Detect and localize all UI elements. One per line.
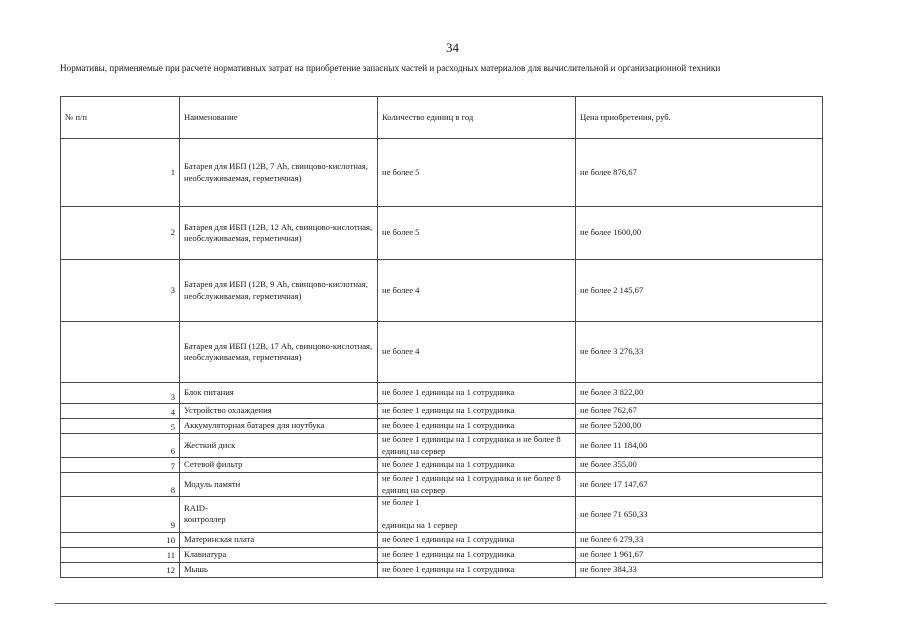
header-price: Цена приобретения, руб. xyxy=(576,97,823,139)
cell-price: не более 3 822,00 xyxy=(576,383,823,404)
header-name: Наименование xyxy=(180,97,378,139)
header-qty: Количество единиц в год xyxy=(378,97,576,139)
table-row xyxy=(61,207,823,260)
cell-qty: не более 4 xyxy=(378,260,576,322)
cell-name: RAID- контроллер xyxy=(180,497,378,533)
cell-price: не более 876,67 xyxy=(576,139,823,207)
cell-name: Батарея для ИБП (12В, 12 Ah, свинцово-кислотная, необслуживаемая, герметичная) xyxy=(180,207,378,260)
cell-num: 1 xyxy=(61,139,180,207)
cell-qty: не более 1 единицы на 1 сотрудника xyxy=(378,404,576,419)
cell-num: 3 xyxy=(61,383,180,404)
cell-qty: не более 1 единицы на 1 сотрудника и не более 8 единиц на сервер xyxy=(378,473,576,497)
cell-price: не более 1 961,67 xyxy=(576,547,823,562)
cell-num: 10 xyxy=(61,532,180,547)
cell-name: Батарея для ИБП (12В, 17 Ah, свинцово-кислотная, необслуживаемая, герметичная) xyxy=(180,322,378,383)
bottom-rule xyxy=(55,603,827,604)
table-row xyxy=(61,260,823,322)
cell-num: 3 xyxy=(61,260,180,322)
cell-name: Жесткий диск xyxy=(180,434,378,458)
cell-qty: не более 1 единицы на 1 сотрудника xyxy=(378,532,576,547)
cell-name: Устройство охлаждения xyxy=(180,404,378,419)
page-number: 34 xyxy=(446,40,459,55)
cell-num: 8 xyxy=(61,473,180,497)
table-row xyxy=(61,473,823,497)
cell-qty: не более 1 единицы на 1 сотрудника xyxy=(378,562,576,577)
cell-price: не более 6 279,33 xyxy=(576,532,823,547)
cell-qty: не более 1 единицы на 1 сервер xyxy=(378,497,576,533)
cell-qty: не более 5 xyxy=(378,207,576,260)
table-row xyxy=(61,139,823,207)
cell-num: 6 xyxy=(61,434,180,458)
cell-name: Блок питания xyxy=(180,383,378,404)
cell-price: не более 3 276,33 xyxy=(576,322,823,383)
table-row xyxy=(61,458,823,473)
cell-qty: не более 1 единицы на 1 сотрудника и не более 8 единиц на сервер xyxy=(378,434,576,458)
header-num: № п/п xyxy=(61,97,180,139)
cell-num: 5 xyxy=(61,419,180,434)
norms-table-body xyxy=(61,97,823,578)
cell-price: не более 355,00 xyxy=(576,458,823,473)
cell-price: не более 1600,00 xyxy=(576,207,823,260)
cell-name: Материнская плата xyxy=(180,532,378,547)
table-row xyxy=(61,562,823,577)
cell-name: Клавиатура xyxy=(180,547,378,562)
cell-price: не более 762,67 xyxy=(576,404,823,419)
norms-table xyxy=(60,96,823,578)
cell-name: Мышь xyxy=(180,562,378,577)
cell-price: не более 17 147,67 xyxy=(576,473,823,497)
cell-qty: не более 5 xyxy=(378,139,576,207)
cell-qty: не более 1 единицы на 1 сотрудника xyxy=(378,383,576,404)
table-row xyxy=(61,547,823,562)
table-row xyxy=(61,497,823,533)
cell-qty: не более 4 xyxy=(378,322,576,383)
table-row xyxy=(61,404,823,419)
cell-price: не более 384,33 xyxy=(576,562,823,577)
cell-num xyxy=(61,322,180,383)
table-row xyxy=(61,434,823,458)
table-row xyxy=(61,322,823,383)
cell-qty: не более 1 единицы на 1 сотрудника xyxy=(378,419,576,434)
table-row xyxy=(61,532,823,547)
cell-qty: не более 1 единицы на 1 сотрудника xyxy=(378,458,576,473)
table-header-row xyxy=(61,97,823,139)
cell-price: не более 11 184,00 xyxy=(576,434,823,458)
cell-price: не более 71 650,33 xyxy=(576,497,823,533)
cell-name: Батарея для ИБП (12В, 9 Ah, свинцово-кислотная, необслуживаемая, герметичная) xyxy=(180,260,378,322)
cell-price: не более 5200,00 xyxy=(576,419,823,434)
cell-num: 7 xyxy=(61,458,180,473)
cell-num: 4 xyxy=(61,404,180,419)
table-row xyxy=(61,383,823,404)
cell-num: 9 xyxy=(61,497,180,533)
cell-price: не более 2 145,67 xyxy=(576,260,823,322)
document-heading: Нормативы, применяемые при расчете нормативных затрат на приобретение запасных частей и расходных материалов для вычислительной и организационной техники xyxy=(60,63,721,73)
cell-num: 12 xyxy=(61,562,180,577)
cell-num: 11 xyxy=(61,547,180,562)
cell-name: Аккумуляторная батарея для ноутбука xyxy=(180,419,378,434)
table-row xyxy=(61,419,823,434)
cell-qty: не более 1 единицы на 1 сотрудника xyxy=(378,547,576,562)
cell-name: Батарея для ИБП (12В, 7 Ah, свинцово-кислотная, необслуживаемая, герметичная) xyxy=(180,139,378,207)
cell-name: Сетевой фильтр xyxy=(180,458,378,473)
cell-name: Модуль памяти xyxy=(180,473,378,497)
cell-num: 2 xyxy=(61,207,180,260)
